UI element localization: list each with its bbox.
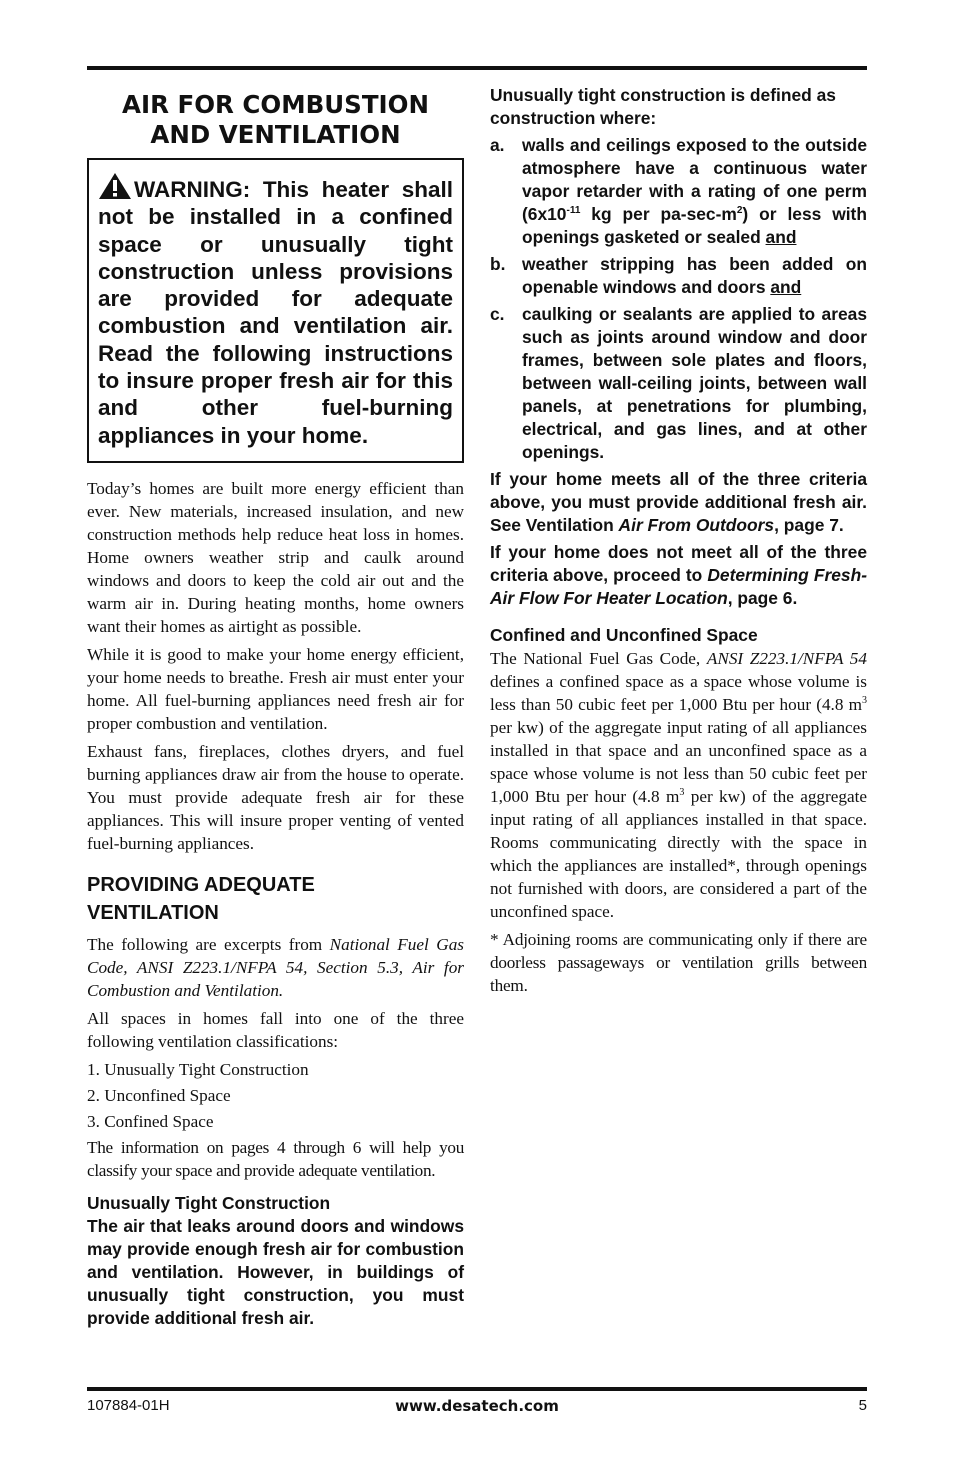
confined-sup-2: 3 [679, 787, 685, 798]
criterion-text [522, 134, 867, 249]
intro-paragraph-1: Today’s homes are built more energy efficient than ever. New materials, increased insulation, and new construction methods help reduce heat loss in homes. Home owners weather strip and caulk around windows and doors to keep the cold air out and the warm air in. During heating months, home owners want their homes as airtight as possible. [87, 478, 464, 636]
document-number: 107884-01H [87, 1397, 170, 1414]
criterion-a-text-3: ) or less with openings gasketed or sealed [522, 204, 867, 247]
criterion-label: a. [490, 135, 505, 155]
providing-heading-line-1: PROVIDING ADEQUATE [87, 873, 315, 896]
right-column [490, 84, 867, 1002]
classification-intro: All spaces in homes fall into one of the three following ventilation classifications: [87, 1008, 464, 1051]
criterion-b [490, 253, 867, 299]
meets-reference: Air From Outdoors [618, 515, 775, 535]
not-meets-tail: , page 6. [727, 588, 798, 608]
criterion-a-text-2: kg per pa-sec-m [580, 204, 737, 224]
not-meets-reference: Determining Fresh-Air Flow For Heater Location [490, 565, 867, 608]
excerpt-source: National Fuel Gas Code, ANSI Z223.1/NFPA 54, Section 5.3, Air for Combustion and Ventilation. [87, 934, 464, 1000]
adjoining-rooms-footnote: * Adjoining rooms are communicating only if there are doorless passageways or ventilation grills between them. [490, 930, 867, 995]
providing-heading-line-2: VENTILATION [87, 901, 219, 924]
not-meets-criteria-paragraph [490, 541, 867, 610]
criterion-a-sup-1: -11 [566, 205, 581, 216]
warning-lead: WARNING: [134, 177, 251, 202]
warning-triangle-icon [98, 172, 132, 200]
page-number: 5 [858, 1397, 867, 1414]
confined-text-1: defines a confined space as a space whose volume is less than 50 cubic feet per 1,000 Btu per hour (4.8 m [490, 672, 867, 714]
meets-criteria-paragraph [490, 468, 867, 537]
classification-item: 2. Unconfined Space [87, 1085, 231, 1105]
criterion-a-sup-2: 2 [736, 205, 743, 216]
confined-space-heading: Confined and Unconfined Space [490, 625, 758, 645]
confined-text-3: per kw) of the aggregate input rating of all appliances installed in that space. Rooms communicating directly with the space in which the appliances are installed*, through openings not furnished with doors, are considered a part of the unconfined space. [490, 787, 867, 921]
confined-code-ref: ANSI Z223.1/NFPA 54 [706, 649, 867, 668]
meets-lead: If your home meets all of the three criteria above, you must provide additional fresh air. See Ventilation [490, 469, 867, 535]
criterion-a [490, 134, 867, 249]
criterion-text [522, 253, 867, 299]
warning-text: This heater shall not be installed in a confined space or unusually tight construction unless provisions are provided for adequate combustion and ventilation air. Read the following instructions to insure proper fresh air for this and other fuel-burning appliances in your home. [98, 177, 453, 448]
bottom-rule [87, 1387, 867, 1391]
website-url: www.desatech.com [395, 1397, 559, 1415]
warning-box [87, 158, 464, 463]
intro-paragraph-2: While it is good to make your home energy efficient, your home needs to breathe. Fresh air must enter your home. All fuel-burning appliances need fresh air for proper combustion and ventilation. [87, 644, 464, 733]
confined-text-2: per kw) of the aggregate input rating of all appliances installed in that space and an unconfined space as a space whose volume is not less than 50 cubic feet per 1,000 Btu per hour (4.8 m [490, 718, 867, 806]
tight-construction-text: The air that leaks around doors and windows may provide enough fresh air for combustion and ventilation. However, in buildings of unusually tight construction, you must provide additional fresh air. [87, 1215, 464, 1328]
tight-construction-heading: Unusually Tight Construction [87, 1192, 331, 1213]
not-meets-lead: If your home does not meet all of the three criteria above, proceed to [490, 542, 867, 585]
criterion-a-and: and [765, 227, 797, 247]
confined-sup-1: 3 [862, 695, 867, 706]
criterion-b-and: and [770, 277, 802, 297]
intro-paragraph-3: Exhaust fans, fireplaces, clothes dryers, and fuel burning appliances draw air from the house to operate. You must provide adequate fresh air for these appliances. This will insure proper venting of vented fuel-burning appliances. [87, 741, 464, 853]
criterion-b-text: weather stripping has been added on openable windows and doors [522, 254, 867, 297]
confined-space-definition [490, 647, 867, 923]
classification-item: 1. Unusually Tight Construction [87, 1059, 309, 1079]
criterion-label: b. [490, 254, 506, 274]
confined-lead: The National Fuel Gas Code, [490, 649, 707, 668]
criterion-c-text: caulking or sealants are applied to areas such as joints around window and door frames, between sole plates and floors, between wall-ceiling joints, between wall panels, at penetrations for plumbing, electrical, and gas lines, and at other openings. [522, 304, 867, 462]
excerpt-lead: The following are excerpts from [87, 934, 330, 954]
tight-definition-intro: Unusually tight construction is defined as construction where: [490, 85, 836, 128]
left-column [87, 90, 464, 1334]
providing-ventilation-heading [87, 871, 464, 927]
section-title [87, 90, 464, 150]
criterion-c [490, 303, 867, 464]
top-rule [87, 66, 867, 70]
excerpt-paragraph [87, 933, 464, 1002]
section-title-line-1: AIR FOR COMBUSTION [122, 90, 429, 119]
meets-tail: , page 7. [774, 515, 844, 535]
section-title-line-2: AND VENTILATION [150, 120, 401, 149]
criterion-label: c. [490, 304, 505, 324]
classification-info: The information on pages 4 through 6 will help you classify your space and provide adequate ventilation. [87, 1137, 464, 1180]
criterion-a-text-1: walls and ceilings exposed to the outside atmosphere have a continuous water vapor retarder with a rating of one perm (6x10 [522, 135, 867, 224]
classification-item: 3. Confined Space [87, 1111, 214, 1131]
